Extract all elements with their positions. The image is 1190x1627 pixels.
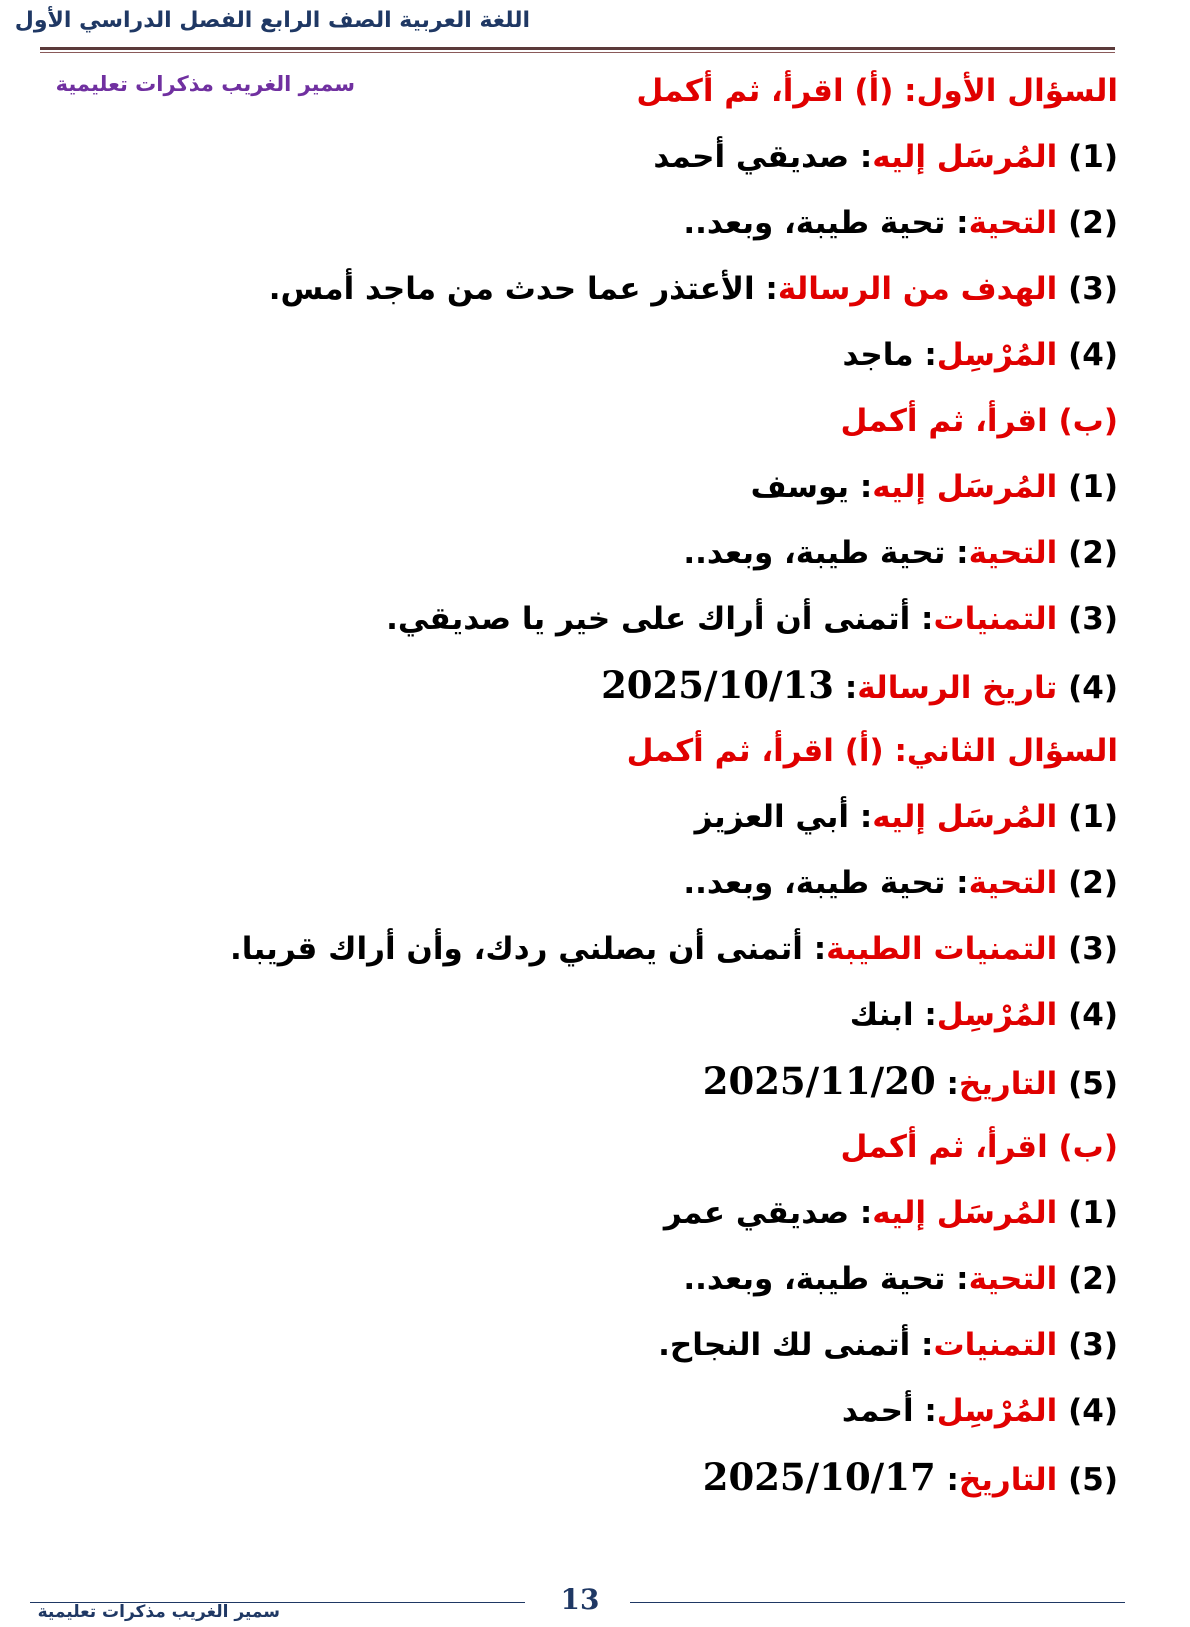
q1-a-item-4 [118,322,1118,388]
item-label: التحية [968,535,1058,571]
item-number: (4) [1068,1393,1118,1429]
item-number: (3) [1068,601,1118,637]
item-answer: تحية طيبة، وبعد.. [683,205,946,241]
item-label: التاريخ [958,1066,1058,1102]
q1-a-item-2 [118,190,1118,256]
item-separator: : [935,1066,959,1102]
item-answer: تحية طيبة، وبعد.. [683,535,946,571]
item-number: (4) [1068,337,1118,373]
item-answer: أتمنى لك النجاح. [658,1327,911,1363]
q2-a-item-5 [118,1048,1118,1114]
q2-b-item-1 [118,1180,1118,1246]
item-number: (2) [1068,535,1118,571]
item-label: تاريخ الرسالة [857,670,1058,706]
item-separator: : [834,670,858,706]
q2-b-item-3 [118,1312,1118,1378]
item-answer: صديقي عمر [663,1195,850,1231]
item-label: التمنيات [933,1327,1058,1363]
item-label: الهدف من الرسالة [777,271,1058,307]
item-separator: : [802,931,827,967]
item-label: المُرسَل إليه [872,799,1058,835]
item-answer: ابنك [849,997,914,1033]
item-label: التحية [968,205,1058,241]
item-answer-date: 2025/10/17 [702,1455,936,1499]
item-number: (2) [1068,1261,1118,1297]
item-separator: : [910,601,934,637]
q2-b-item-5 [118,1444,1118,1510]
item-answer: أتمنى أن أراك على خير يا صديقي. [386,601,911,637]
item-separator: : [913,337,937,373]
item-separator: : [913,1393,937,1429]
item-separator: : [754,271,778,307]
item-label: المُرسَل إليه [872,1195,1058,1231]
item-label: المُرْسِل [936,1393,1058,1429]
q2-b-item-4 [118,1378,1118,1444]
item-number: (1) [1068,1195,1118,1231]
item-separator: : [945,865,969,901]
footer-divider-right [630,1602,1125,1603]
item-number: (3) [1068,931,1118,967]
q1-a-item-1 [118,124,1118,190]
item-answer: الأعتذر عما حدث من ماجد أمس. [268,271,755,307]
item-answer: تحية طيبة، وبعد.. [683,865,946,901]
q2-b-heading: (ب) اقرأ، ثم أكمل [840,1129,1118,1165]
q1-b-item-1 [118,454,1118,520]
item-label: التحية [968,865,1058,901]
q2-a-item-1 [118,784,1118,850]
q2-a-item-2 [118,850,1118,916]
item-number: (4) [1068,997,1118,1033]
q2-a-item-3 [118,916,1118,982]
q1-b-item-4 [118,652,1118,718]
item-label: التمنيات الطيبة [826,931,1058,967]
item-label: المُرْسِل [936,337,1058,373]
item-answer-date: 2025/11/20 [702,1059,936,1103]
item-answer: ماجد [842,337,914,373]
item-separator: : [849,139,873,175]
item-label: التمنيات [933,601,1058,637]
q2-a-item-4 [118,982,1118,1048]
item-number: (2) [1068,205,1118,241]
item-number: (3) [1068,271,1118,307]
item-answer: أتمنى أن يصلني ردك، وأن أراك قريبا. [230,931,803,967]
item-separator: : [945,1261,969,1297]
item-number: (2) [1068,865,1118,901]
author-brand: سمير الغريب مذكرات تعليمية [55,72,355,96]
item-separator: : [849,1195,873,1231]
item-separator: : [910,1327,934,1363]
item-number: (1) [1068,799,1118,835]
item-separator: : [849,799,873,835]
item-number: (5) [1068,1462,1118,1498]
item-label: المُرسَل إليه [872,139,1058,175]
q2-b-item-2 [118,1246,1118,1312]
item-label: المُرسَل إليه [872,469,1058,505]
header-divider-thin [40,52,1115,53]
page-number: 13 [560,1583,600,1616]
q1-b-item-2 [118,520,1118,586]
item-separator: : [913,997,937,1033]
q1-b-item-3 [118,586,1118,652]
item-separator: : [945,535,969,571]
item-answer: أبي العزيز [694,799,850,835]
page-header-title: اللغة العربية الصف الرابع الفصل الدراسي الأول [14,8,530,33]
q1-a-item-3 [118,256,1118,322]
item-number: (4) [1068,670,1118,706]
q1-b-heading: (ب) اقرأ، ثم أكمل [840,403,1118,439]
q1-a-heading: السؤال الأول: (أ) اقرأ، ثم أكمل [636,73,1118,109]
worksheet-content [118,58,1118,1510]
item-number: (3) [1068,1327,1118,1363]
item-number: (5) [1068,1066,1118,1102]
footer-brand: سمير الغريب مذكرات تعليمية [37,1602,280,1622]
item-answer-date: 2025/10/13 [601,663,835,707]
item-label: المُرْسِل [936,997,1058,1033]
item-answer: صديقي أحمد [653,139,850,175]
item-separator: : [849,469,873,505]
q2-a-heading: السؤال الثاني: (أ) اقرأ، ثم أكمل [626,733,1118,769]
item-answer: تحية طيبة، وبعد.. [683,1261,946,1297]
item-answer: يوسف [750,469,850,505]
item-separator: : [945,205,969,241]
item-number: (1) [1068,139,1118,175]
item-answer: أحمد [841,1393,914,1429]
item-number: (1) [1068,469,1118,505]
header-divider [40,47,1115,50]
item-separator: : [935,1462,959,1498]
item-label: التاريخ [958,1462,1058,1498]
item-label: التحية [968,1261,1058,1297]
